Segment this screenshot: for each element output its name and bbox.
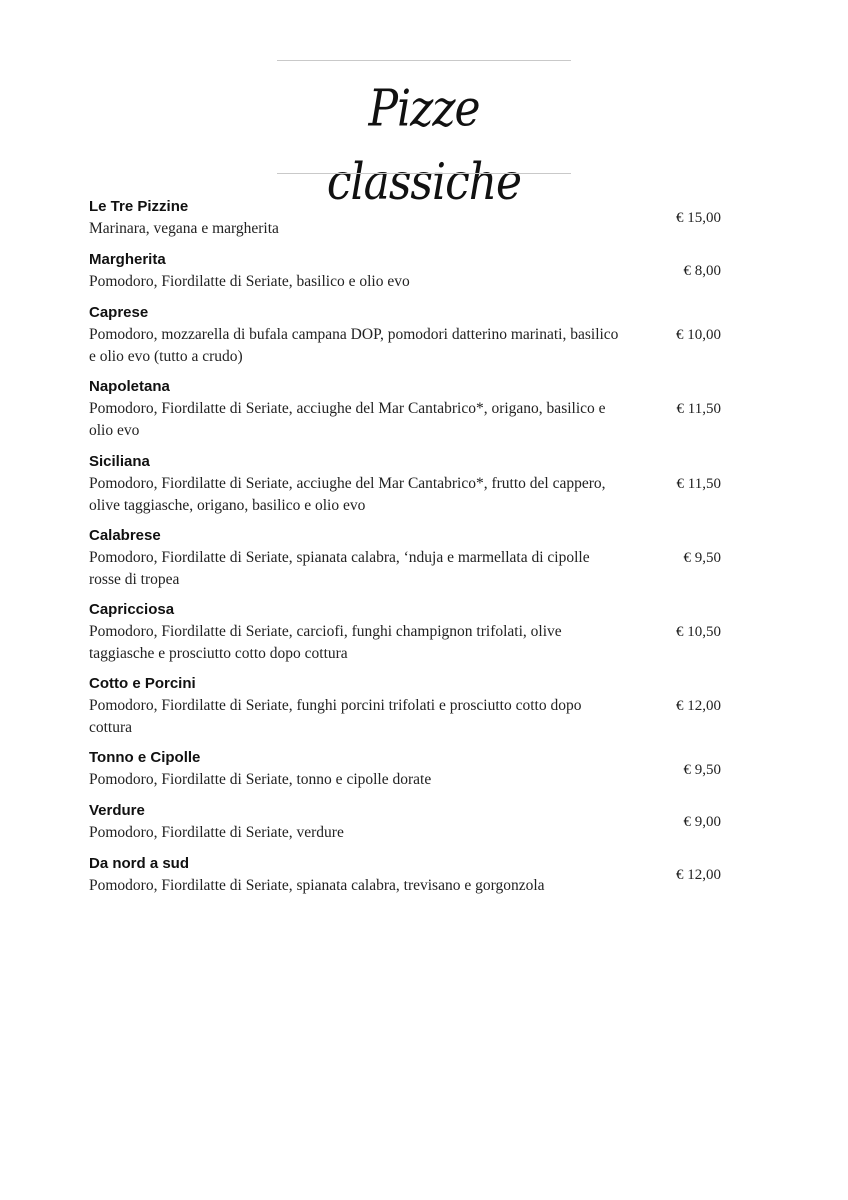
menu-item xyxy=(89,196,729,249)
item-name: Napoletana xyxy=(89,378,170,395)
item-description: Pomodoro, Fiordilatte di Seriate, verdure xyxy=(89,824,344,841)
menu-item xyxy=(89,599,729,673)
menu-item xyxy=(89,747,729,800)
item-description: Pomodoro, Fiordilatte di Seriate, tonno e cipolle dorate xyxy=(89,771,432,788)
item-name: Capricciosa xyxy=(89,601,175,618)
menu-item xyxy=(89,853,729,906)
item-name: Cotto e Porcini xyxy=(89,675,196,692)
item-description: Pomodoro, Fiordilatte di Seriate, spianata calabra, ‘nduja e marmellata di cipolle rosse di tropea xyxy=(89,549,590,588)
item-price: € 10,00 xyxy=(676,327,721,343)
item-price: € 11,50 xyxy=(676,401,721,417)
menu-item xyxy=(89,302,729,376)
item-description: Pomodoro, Fiordilatte di Seriate, basilico e olio evo xyxy=(89,273,410,290)
item-name: Margherita xyxy=(89,251,166,268)
item-name: Siciliana xyxy=(89,453,150,470)
item-price: € 9,50 xyxy=(683,762,721,778)
item-description: Marinara, vegana e margherita xyxy=(89,220,279,237)
item-description: Pomodoro, Fiordilatte di Seriate, acciughe del Mar Cantabrico*, origano, basilico e olio evo xyxy=(89,400,606,439)
item-price: € 10,50 xyxy=(676,624,721,640)
item-price: € 15,00 xyxy=(676,210,721,226)
menu-item xyxy=(89,376,729,451)
page-title: Pizze classiche xyxy=(326,79,522,212)
item-description: Pomodoro, Fiordilatte di Seriate, acciughe del Mar Cantabrico*, frutto del cappero, olive taggiasche, origano, basilico e olio evo xyxy=(89,475,606,514)
menu-item xyxy=(89,673,729,747)
menu-item xyxy=(89,800,729,853)
menu-item xyxy=(89,451,729,525)
item-price: € 12,00 xyxy=(676,698,721,714)
pizza-list xyxy=(89,196,729,906)
item-price: € 9,50 xyxy=(683,550,721,566)
item-price: € 12,00 xyxy=(676,867,721,883)
item-price: € 9,00 xyxy=(683,814,721,830)
item-name: Calabrese xyxy=(89,527,161,544)
item-description: Pomodoro, mozzarella di bufala campana DOP, pomodori datterino marinati, basilico e olio evo (tutto a crudo) xyxy=(89,326,619,365)
menu-header xyxy=(277,60,571,212)
menu-item xyxy=(89,525,729,599)
item-name: Le Tre Pizzine xyxy=(89,198,189,215)
item-name: Da nord a sud xyxy=(89,855,190,872)
item-price: € 8,00 xyxy=(683,263,721,279)
item-name: Tonno e Cipolle xyxy=(89,749,201,766)
item-description: Pomodoro, Fiordilatte di Seriate, funghi porcini trifolati e prosciutto cotto dopo cottura xyxy=(89,697,582,736)
item-description: Pomodoro, Fiordilatte di Seriate, carciofi, funghi champignon trifolati, olive taggiasche e prosciutto cotto dopo cottura xyxy=(89,623,562,662)
header-bottom-divider xyxy=(277,173,571,174)
header-top-divider xyxy=(277,60,571,61)
menu-item xyxy=(89,249,729,302)
item-name: Verdure xyxy=(89,802,145,819)
item-price: € 11,50 xyxy=(676,476,721,492)
item-name: Caprese xyxy=(89,304,149,321)
item-description: Pomodoro, Fiordilatte di Seriate, spianata calabra, trevisano e gorgonzola xyxy=(89,877,545,894)
